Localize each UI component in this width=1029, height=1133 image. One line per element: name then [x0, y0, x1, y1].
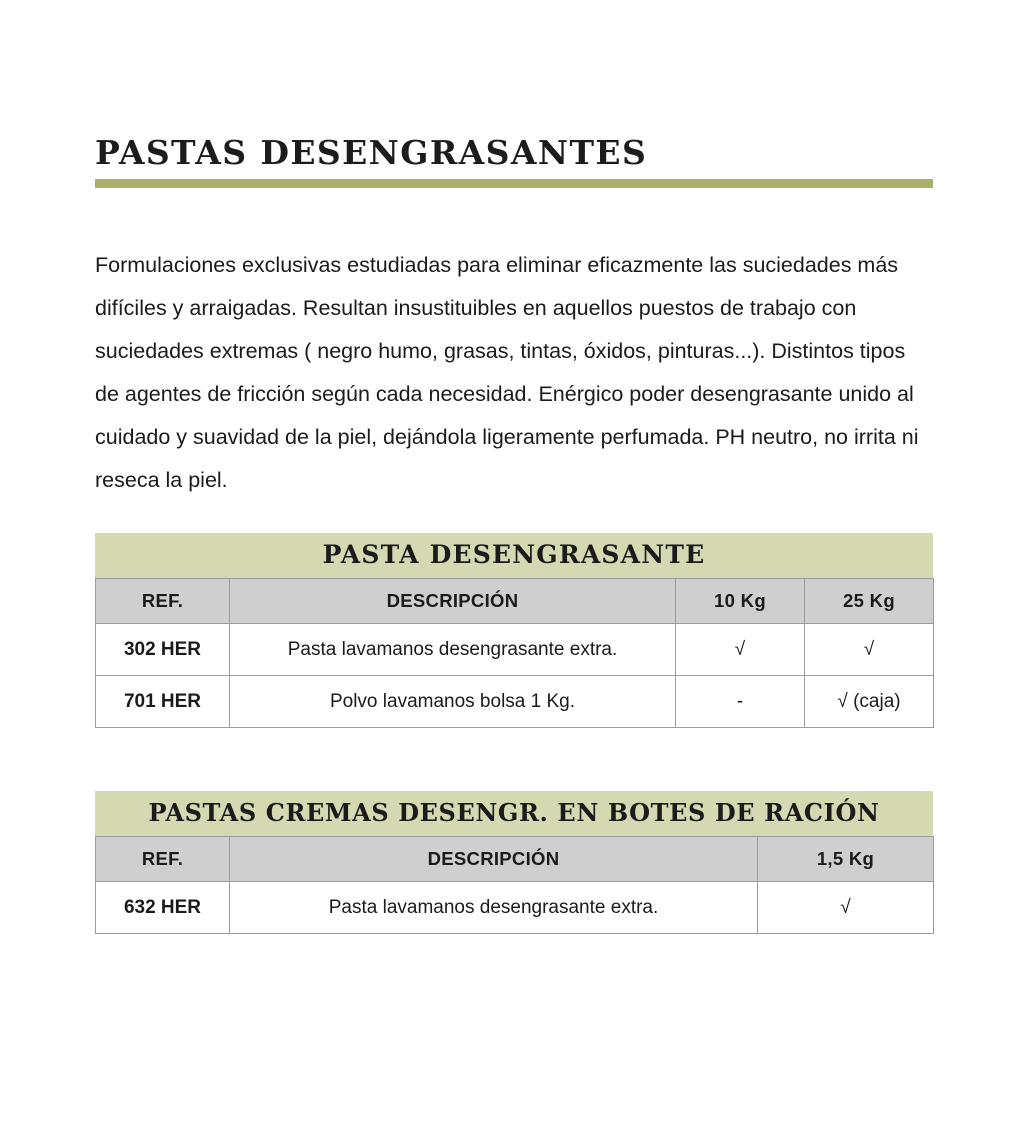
cell-availability-10kg: - — [676, 676, 805, 728]
cell-descripcion: Polvo lavamanos bolsa 1 Kg. — [230, 676, 676, 728]
column-header-descripcion: DESCRIPCIÓN — [230, 579, 676, 624]
cell-availability-10kg: √ — [676, 624, 805, 676]
table-title: PASTA DESENGRASANTE — [95, 533, 933, 578]
product-table-pastas-cremas — [95, 791, 933, 934]
table-row — [96, 882, 934, 934]
column-header-descripcion: DESCRIPCIÓN — [230, 837, 758, 882]
intro-paragraph: Formulaciones exclusivas estudiadas para eliminar eficazmente las suciedades más difíciles y arraigadas. Resultan insustituibles en aquellos puestos de trabajo con suciedades extremas ( negro humo, grasas, tintas, óxidos, pinturas...). Distintos tipos de agentes de fricción según cada necesidad. Enérgico poder desengrasante unido al cuidado y suavidad de la piel, dejándola ligeramente perfumada. PH neutro, no irrita ni reseca la piel. — [95, 252, 919, 492]
cell-availability-25kg: √ (caja) — [805, 676, 934, 728]
column-header-10kg: 10 Kg — [676, 579, 805, 624]
product-table — [95, 578, 934, 728]
table-header-row — [96, 579, 934, 624]
cell-ref: 632 HER — [96, 882, 230, 934]
cell-availability-15kg: √ — [758, 882, 934, 934]
table-header-row — [96, 837, 934, 882]
product-table-pasta-desengrasante — [95, 533, 933, 728]
cell-ref: 701 HER — [96, 676, 230, 728]
title-underline-rule — [95, 179, 933, 188]
page-title: PASTAS DESENGRASANTES — [95, 133, 648, 172]
column-header-25kg: 25 Kg — [805, 579, 934, 624]
product-table — [95, 836, 934, 934]
cell-descripcion: Pasta lavamanos desengrasante extra. — [230, 624, 676, 676]
column-header-15kg: 1,5 Kg — [758, 837, 934, 882]
table-row — [96, 676, 934, 728]
cell-ref: 302 HER — [96, 624, 230, 676]
cell-descripcion: Pasta lavamanos desengrasante extra. — [230, 882, 758, 934]
column-header-ref: REF. — [96, 837, 230, 882]
column-header-ref: REF. — [96, 579, 230, 624]
table-title: PASTAS CREMAS DESENGR. EN BOTES DE RACIÓN — [95, 791, 933, 836]
cell-availability-25kg: √ — [805, 624, 934, 676]
table-row — [96, 624, 934, 676]
